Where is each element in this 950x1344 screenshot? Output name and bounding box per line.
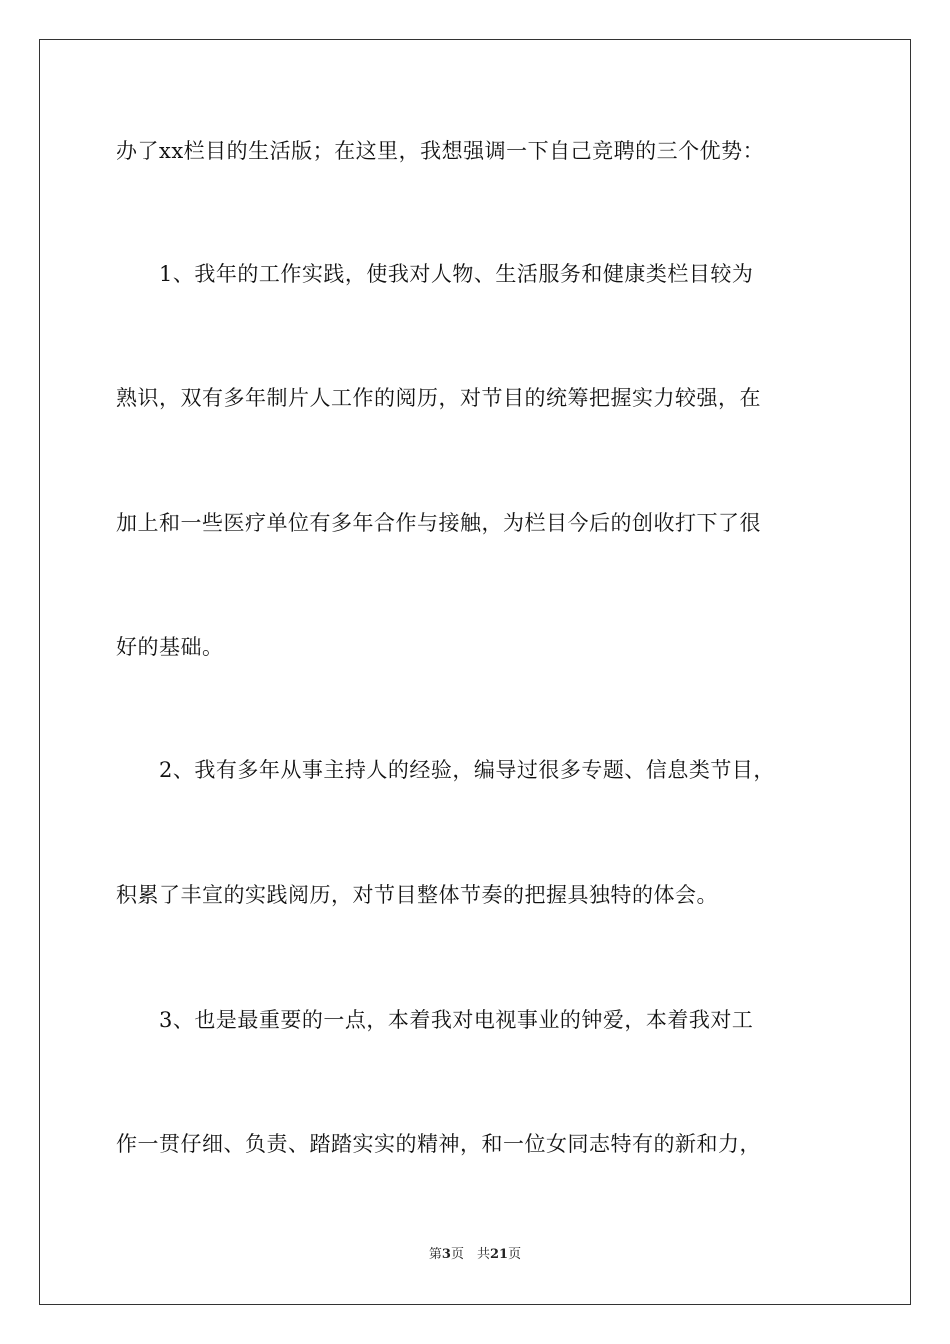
footer-page-number: 3 — [441, 1247, 451, 1262]
page-footer — [0, 1246, 950, 1264]
text-line-8: 3、也是最重要的一点，本着我对电视事业的钟爱，本着我对工 — [116, 1008, 754, 1032]
footer-page-suffix: 页 — [450, 1247, 464, 1262]
footer-page-prefix: 第 — [428, 1247, 442, 1262]
text-line-5: 好的基础。 — [116, 635, 224, 659]
text-line-2: 1、我年的工作实践，使我对人物、生活服务和健康类栏目较为 — [116, 262, 754, 286]
text-line-1: 办了xx栏目的生活版；在这里，我想强调一下自己竞聘的三个优势： — [116, 139, 765, 163]
footer-total-prefix: 共 — [476, 1247, 490, 1262]
text-line-9: 作一贯仔细、负责、踏踏实实的精神，和一位女同志特有的新和力， — [116, 1132, 761, 1156]
footer-total-pages: 21 — [490, 1247, 509, 1262]
text-line-3: 熟识，双有多年制片人工作的阅历，对节目的统筹把握实力较强，在 — [116, 386, 761, 410]
page-border — [39, 39, 911, 1305]
text-line-6: 2、我有多年从事主持人的经验，编导过很多专题、信息类节目， — [116, 758, 775, 782]
text-line-4: 加上和一些医疗单位有多年合作与接触，为栏目今后的创收打下了很 — [116, 511, 761, 535]
text-line-7: 积累了丰宣的实践阅历，对节目整体节奏的把握具独特的体会。 — [116, 883, 718, 907]
footer-total-suffix: 页 — [508, 1247, 522, 1262]
